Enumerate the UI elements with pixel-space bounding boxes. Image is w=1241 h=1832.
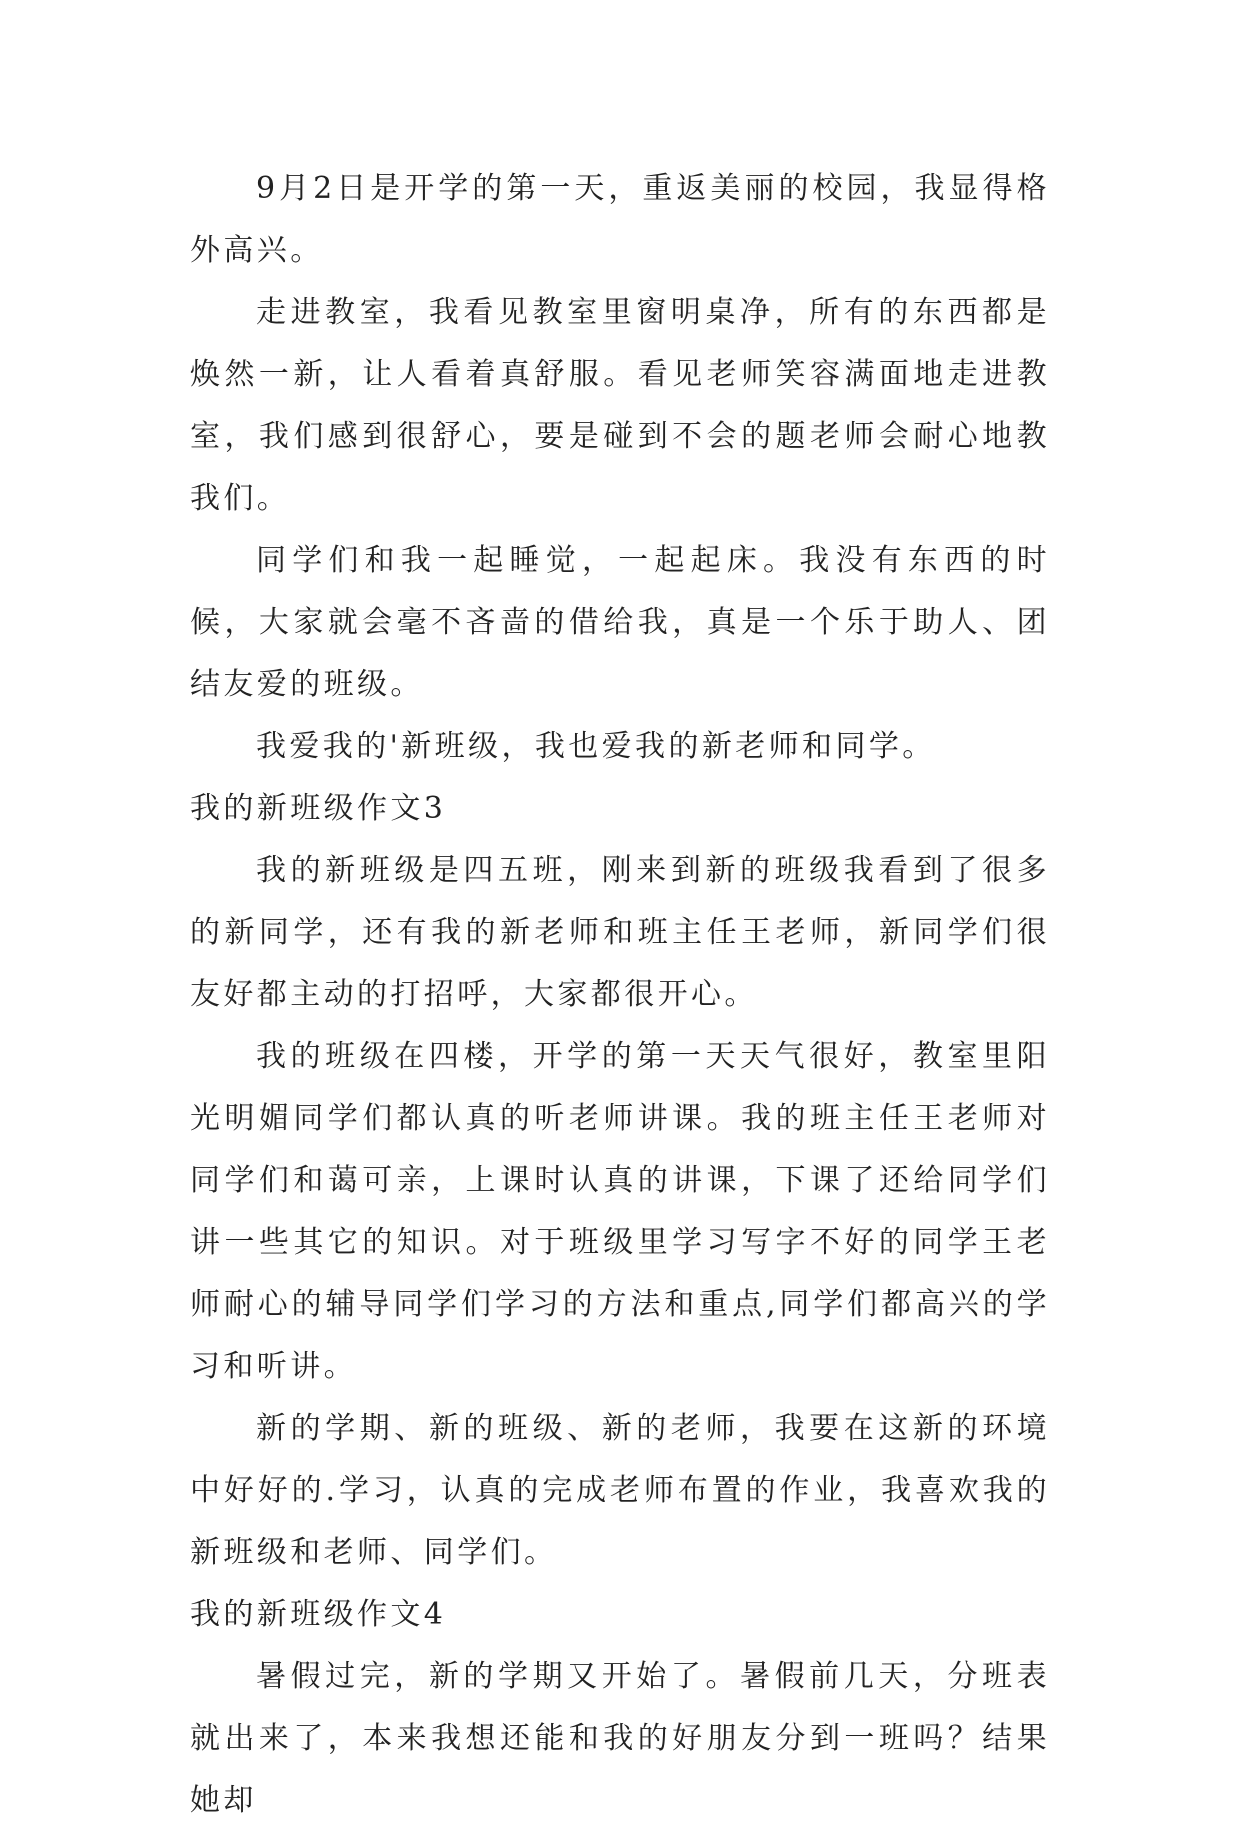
paragraph-new-semester: 新的学期、新的班级、新的老师，我要在这新的环境中好好的.学习，认真的完成老师布置的作业，我喜欢我的新班级和老师、同学们。 bbox=[190, 1411, 1050, 1570]
paragraph-love-class: 我爱我的'新班级，我也爱我的新老师和同学。 bbox=[256, 729, 936, 764]
paragraph-classmates: 同学们和我一起睡觉，一起起床。我没有东西的时候，大家就会毫不吝啬的借给我，真是一个乐于助人、团结友爱的班级。 bbox=[190, 543, 1050, 702]
essay-body bbox=[190, 158, 1050, 1832]
essay-4-title: 我的新班级作文4 bbox=[190, 1597, 447, 1632]
essay-3-title: 我的新班级作文3 bbox=[190, 791, 447, 826]
paragraph-opening-day: 9月2日是开学的第一天，重返美丽的校园，我显得格外高兴。 bbox=[190, 171, 1050, 268]
paragraph-fourth-floor: 我的班级在四楼，开学的第一天天气很好，教室里阳光明媚同学们都认真的听老师讲课。我的班主任王老师对同学们和蔼可亲，上课时认真的讲课，下课了还给同学们讲一些其它的知识。对于班级里学习写字不好的同学王老师耐心的辅导同学们学习的方法和重点,同学们都高兴的学习和听讲。 bbox=[190, 1039, 1050, 1384]
paragraph-class-four-five: 我的新班级是四五班，刚来到新的班级我看到了很多的新同学，还有我的新老师和班主任王老师，新同学们很友好都主动的打招呼，大家都很开心。 bbox=[190, 853, 1050, 1012]
paragraph-classroom: 走进教室，我看见教室里窗明桌净，所有的东西都是焕然一新，让人看着真舒服。看见老师笑容满面地走进教室，我们感到很舒心，要是碰到不会的题老师会耐心地教我们。 bbox=[190, 295, 1050, 516]
paragraph-summer-over: 暑假过完，新的学期又开始了。暑假前几天，分班表就出来了，本来我想还能和我的好朋友分到一班吗？结果她却 bbox=[190, 1659, 1050, 1818]
